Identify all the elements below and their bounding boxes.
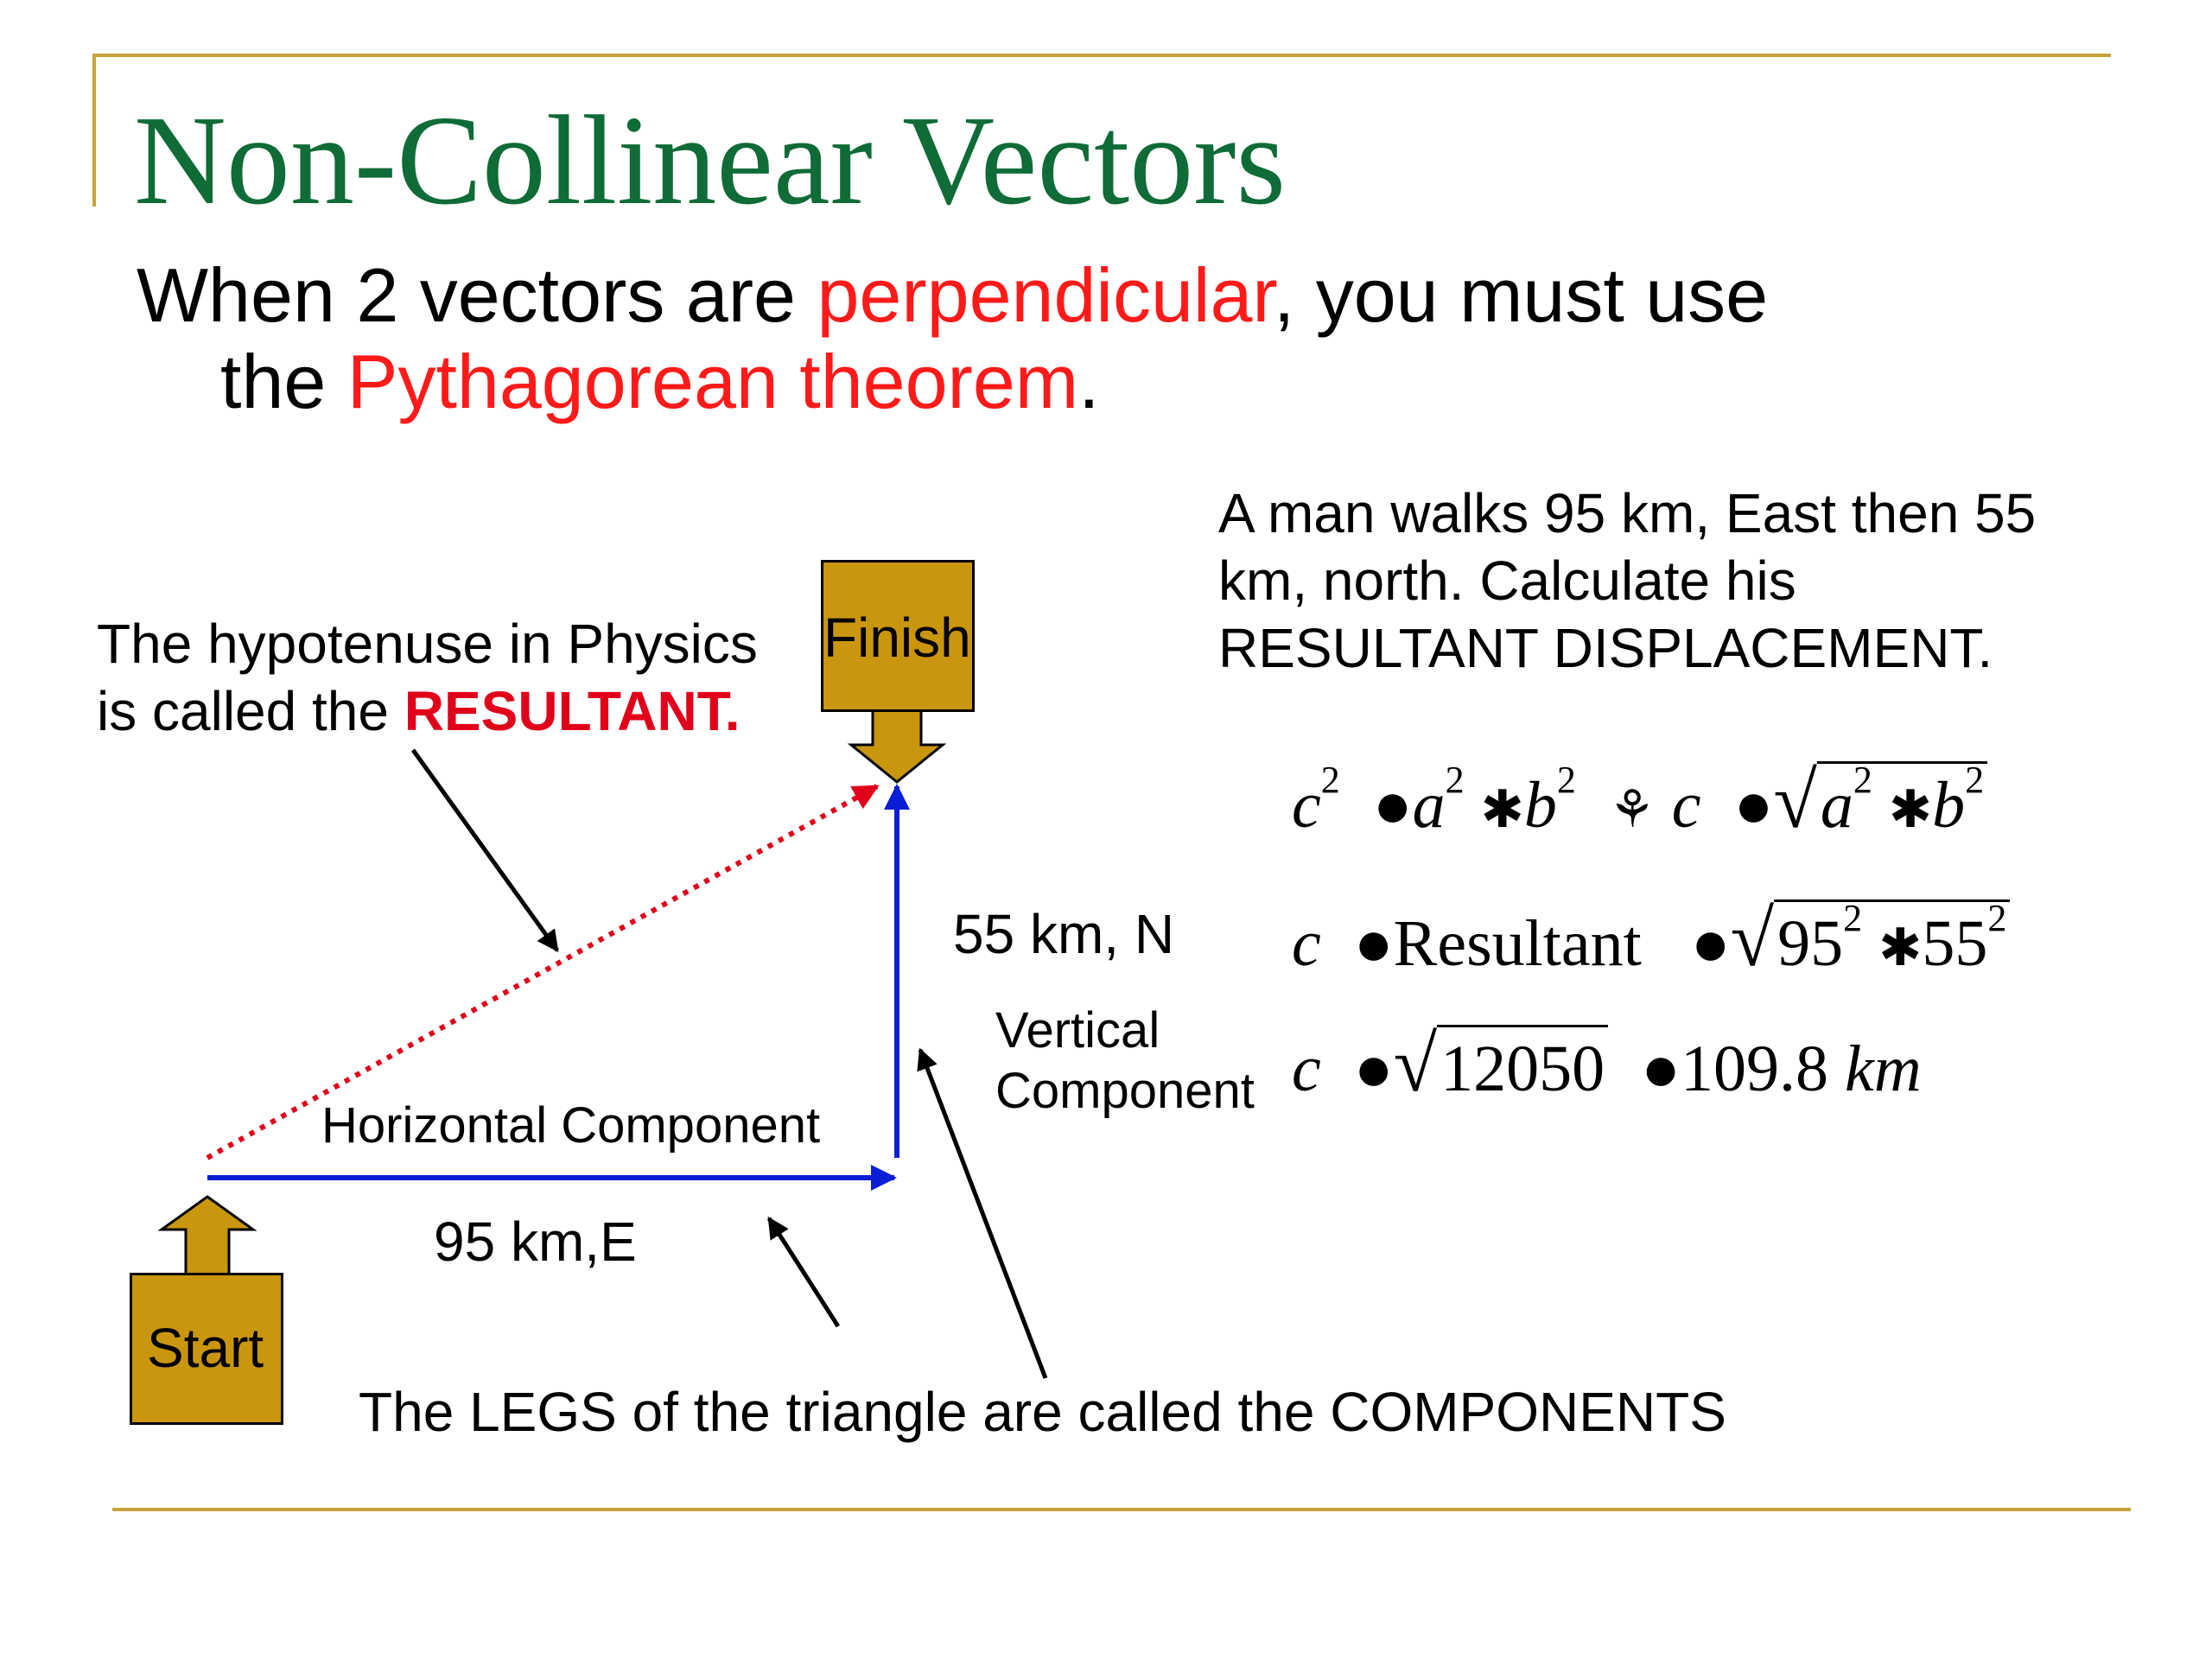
start-arrow-shape — [162, 1197, 253, 1274]
sqrt-icon: √ — [1393, 1020, 1438, 1108]
vertical-component-label: Vertical Component — [995, 1002, 1255, 1119]
intro-line-2: the Pythagorean theorem. — [220, 339, 1100, 424]
equation-line-2: c ●Resultant $●√95^2$ $✱55^2$ — [1292, 899, 2010, 978]
hypotenuse-note-line-2: is called the RESULTANT. — [97, 680, 741, 742]
hypotenuse-note — [97, 610, 758, 745]
horizontal-component-label: Horizontal Component — [321, 1097, 821, 1154]
vertical-value-label: 55 km, N — [953, 903, 1175, 965]
legs-note: The LEGS of the triangle are called the COMPONENTS — [359, 1381, 1726, 1443]
hypotenuse-note-line-1: The hypotenuse in Physics — [97, 613, 758, 675]
plus-glyph-icon: ✱ — [1878, 919, 1923, 976]
problem-line-1: A man walks 95 km, East then 55 — [1218, 482, 2037, 544]
resultant-pointer-arrow — [413, 750, 557, 950]
finish-label: Finish — [823, 607, 971, 669]
horizontal-value-label: 95 km,E — [434, 1211, 637, 1273]
horizontal-pointer-arrow — [769, 1218, 838, 1326]
sqrt-icon: √ — [1730, 894, 1775, 982]
slide-title: Non-Collinear Vectors — [134, 90, 1287, 232]
plus-glyph-icon: ✱ — [1480, 781, 1524, 838]
problem-line-2: km, north. Calculate his — [1218, 550, 1796, 612]
problem-line-3: RESULTANT DISPLACEMENT. — [1218, 617, 1993, 679]
implies-glyph-icon: ⚘ — [1608, 781, 1656, 838]
finish-arrow-shape — [851, 707, 943, 782]
equation-line-1: $c^2$ $●a^2$ $✱b^2$ ⚘ c $●√a^2$ $✱b^2$ — [1292, 760, 1987, 840]
problem-statement — [1218, 480, 2036, 682]
start-label: Start — [147, 1317, 264, 1379]
equation-line-3: c ●√12050 ●109.8 km — [1292, 1020, 1922, 1108]
plus-glyph-icon: ✱ — [1888, 781, 1933, 838]
sqrt-icon: √ — [1773, 756, 1817, 844]
intro-line-1: When 2 vectors are perpendicular, you must use — [137, 252, 1769, 338]
